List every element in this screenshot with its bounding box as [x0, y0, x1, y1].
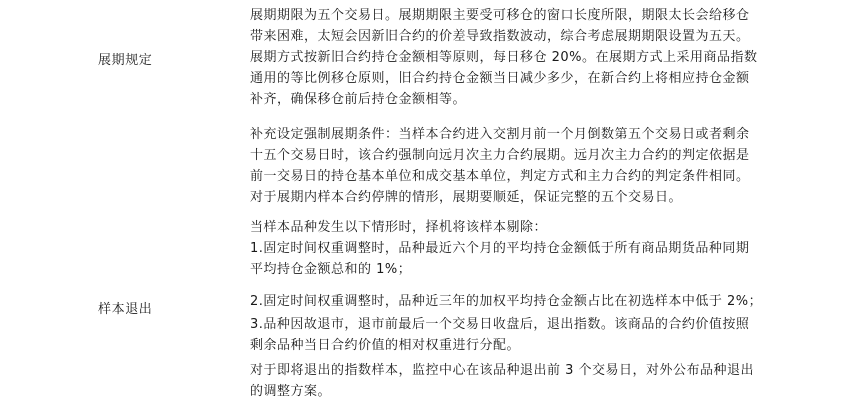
text-line: 补充设定强制展期条件：当样本合约进入交割月前一个月倒数第五个交易日或者剩余 — [250, 127, 750, 142]
text-line: 对于即将退出的指数样本，监控中心在该品种退出前 3 个交易日，对外公布品种退出 — [250, 363, 755, 378]
text-line: 十五个交易日时，该合约强制向远月次主力合约展期。远月次主力合约的判定依据是 — [250, 148, 750, 163]
rollover-rules-row — [0, 0, 850, 124]
forced-rollover-paragraph — [250, 124, 810, 208]
text-line: 展期方式按新旧合约持仓金额相等原则，每日移仓 20%。在展期方式上采用商品指数 — [250, 50, 758, 65]
rollover-rules-label: 展期规定 — [98, 53, 153, 68]
text-line: 3.品种因故退市，退市前最后一个交易日收盘后，退出指数。该商品的合约价值按照 — [250, 317, 750, 332]
text-line: 补齐，确保移仓前后持仓金额相等。 — [250, 92, 467, 107]
exit-condition-3 — [250, 314, 810, 356]
text-line: 2.固定时间权重调整时，品种近三年的加权平均持仓金额占比在初选样本中低于 2%； — [250, 294, 763, 309]
text-line: 通用的等比例移仓原则，旧合约持仓金额当日减少多少，在新合约上将相应持仓金额 — [250, 71, 750, 86]
text-line: 对于展期内样本合约停牌的情形，展期要顺延，保证完整的五个交易日。 — [250, 190, 683, 205]
exit-condition-1 — [250, 238, 810, 280]
text-line: 剩余品种当日合约价值的相对权重进行分配。 — [250, 338, 521, 353]
text-line: 平均持仓金额总和的 1%； — [250, 262, 412, 277]
forced-rollover-row — [0, 124, 850, 213]
text-line: 带来困难，太短会因新旧合约的价差导致指数波动，综合考虑展期期限设置为五天。 — [250, 29, 750, 44]
rollover-method-paragraph — [250, 47, 810, 110]
rollover-period-paragraph — [250, 5, 810, 47]
text-line: 前一交易日的持仓基本单位和成交基本单位，判定方式和主力合约的判定条件相同。 — [250, 169, 750, 184]
sample-exit-label: 样本退出 — [98, 302, 153, 317]
text-line: 展期期限为五个交易日。展期期限主要受可移仓的窗口长度所限，期限太长会给移仓 — [250, 8, 750, 23]
exit-intro-paragraph — [250, 217, 810, 238]
text-line: 当样本品种发生以下情形时，择机将该样本剔除： — [250, 220, 548, 235]
exit-condition-2 — [250, 291, 810, 312]
sample-exit-content-row — [0, 217, 850, 412]
text-line: 1.固定时间权重调整时，品种最近六个月的平均持仓金额低于所有商品期货品种同期 — [250, 241, 750, 256]
text-line: 的调整方案。 — [250, 384, 332, 399]
exit-announcement-paragraph — [250, 360, 810, 402]
